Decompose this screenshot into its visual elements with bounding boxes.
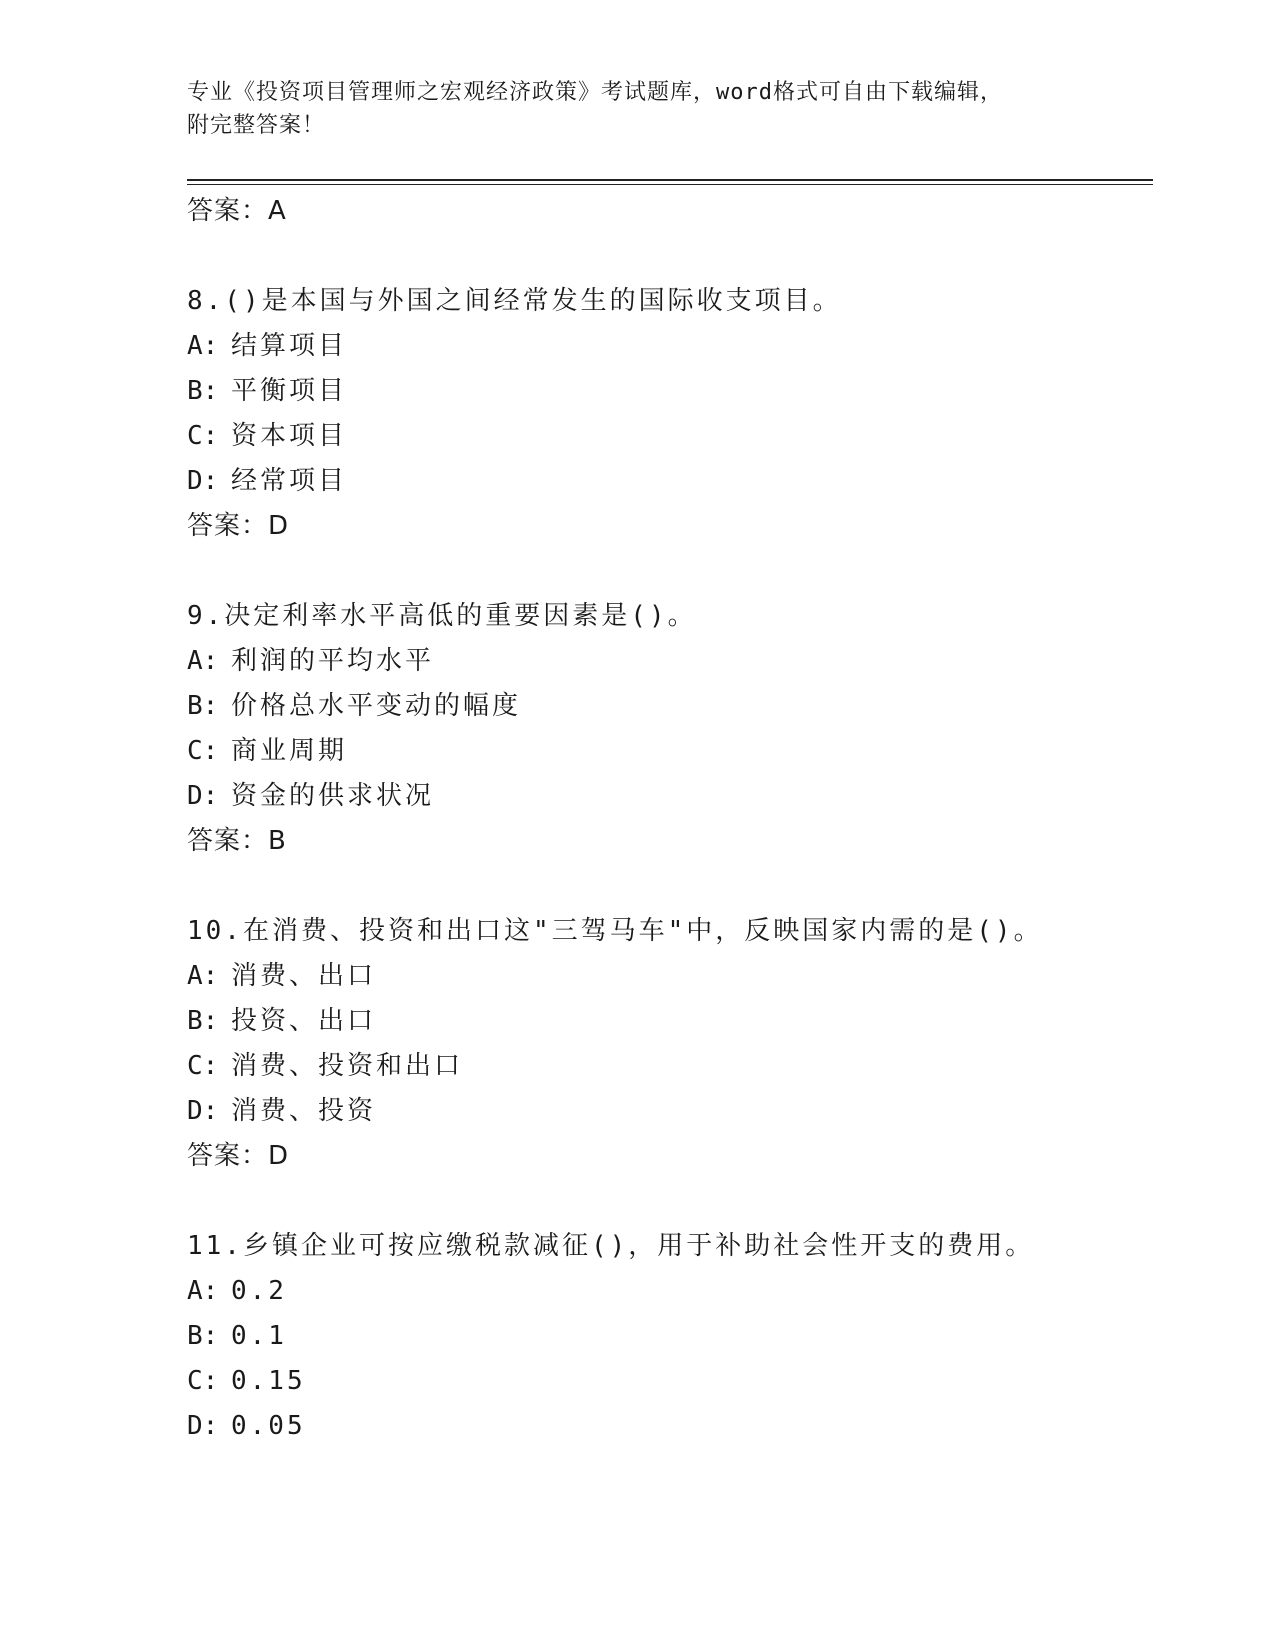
option-d (187, 778, 434, 814)
answer-line: 答案：D (187, 1141, 290, 1171)
option-letter: A: (187, 646, 219, 676)
option-letter: C: (187, 421, 219, 451)
option-text: 消费、投资 (231, 1096, 377, 1126)
option-text: 0.15 (231, 1366, 306, 1396)
answer-line: 答案：D (187, 511, 290, 541)
option-d (187, 1093, 376, 1129)
option-letter: A: (187, 1276, 219, 1306)
option-b (187, 1318, 287, 1354)
option-text: 利润的平均水平 (231, 646, 435, 676)
question-stem: 9.决定利率水平高低的重要因素是()。 (187, 601, 697, 631)
option-d (187, 463, 347, 499)
option-letter: A: (187, 961, 219, 991)
option-text: 资本项目 (231, 421, 348, 451)
option-text: 消费、投资和出口 (231, 1051, 464, 1081)
header-divider-thin (187, 184, 1153, 185)
option-text: 0.2 (231, 1276, 287, 1306)
option-c (187, 733, 347, 769)
answer-line: 答案：B (187, 826, 287, 856)
question-stem: 8.()是本国与外国之间经常发生的国际收支项目。 (187, 286, 842, 316)
option-letter: A: (187, 331, 219, 361)
option-text: 结算项目 (231, 331, 348, 361)
option-a (187, 1273, 287, 1309)
option-text: 消费、出口 (231, 961, 377, 991)
option-text: 价格总水平变动的幅度 (231, 691, 522, 721)
option-c (187, 1048, 463, 1084)
option-letter: C: (187, 1366, 219, 1396)
option-text: 资金的供求状况 (231, 781, 435, 811)
option-b (187, 373, 347, 409)
option-text: 平衡项目 (231, 376, 348, 406)
option-text: 0.05 (231, 1411, 306, 1441)
option-letter: D: (187, 781, 219, 811)
option-b (187, 1003, 376, 1039)
option-letter: D: (187, 1096, 219, 1126)
option-a (187, 328, 347, 364)
option-d (187, 1408, 306, 1444)
answer-line: 答案：A (187, 196, 287, 226)
option-letter: B: (187, 376, 219, 406)
option-letter: D: (187, 1411, 219, 1441)
option-letter: D: (187, 466, 219, 496)
question-stem: 10.在消费、投资和出口这"三驾马车"中，反映国家内需的是()。 (187, 916, 1043, 946)
question-stem: 11.乡镇企业可按应缴税款减征()，用于补助社会性开支的费用。 (187, 1231, 1035, 1261)
option-text: 经常项目 (231, 466, 348, 496)
option-a (187, 643, 434, 679)
option-text: 0.1 (231, 1321, 287, 1351)
header-divider-thick (187, 179, 1153, 181)
option-b (187, 688, 521, 724)
option-letter: C: (187, 1051, 219, 1081)
option-text: 投资、出口 (231, 1006, 377, 1036)
option-c (187, 418, 347, 454)
option-letter: C: (187, 736, 219, 766)
option-a (187, 958, 376, 994)
option-c (187, 1363, 306, 1399)
document-header: 专业《投资项目管理师之宏观经济政策》考试题库，word格式可自由下载编辑， 附完整答案！ (187, 80, 1003, 138)
option-letter: B: (187, 1006, 219, 1036)
option-text: 商业周期 (231, 736, 348, 766)
option-letter: B: (187, 1321, 219, 1351)
option-letter: B: (187, 691, 219, 721)
